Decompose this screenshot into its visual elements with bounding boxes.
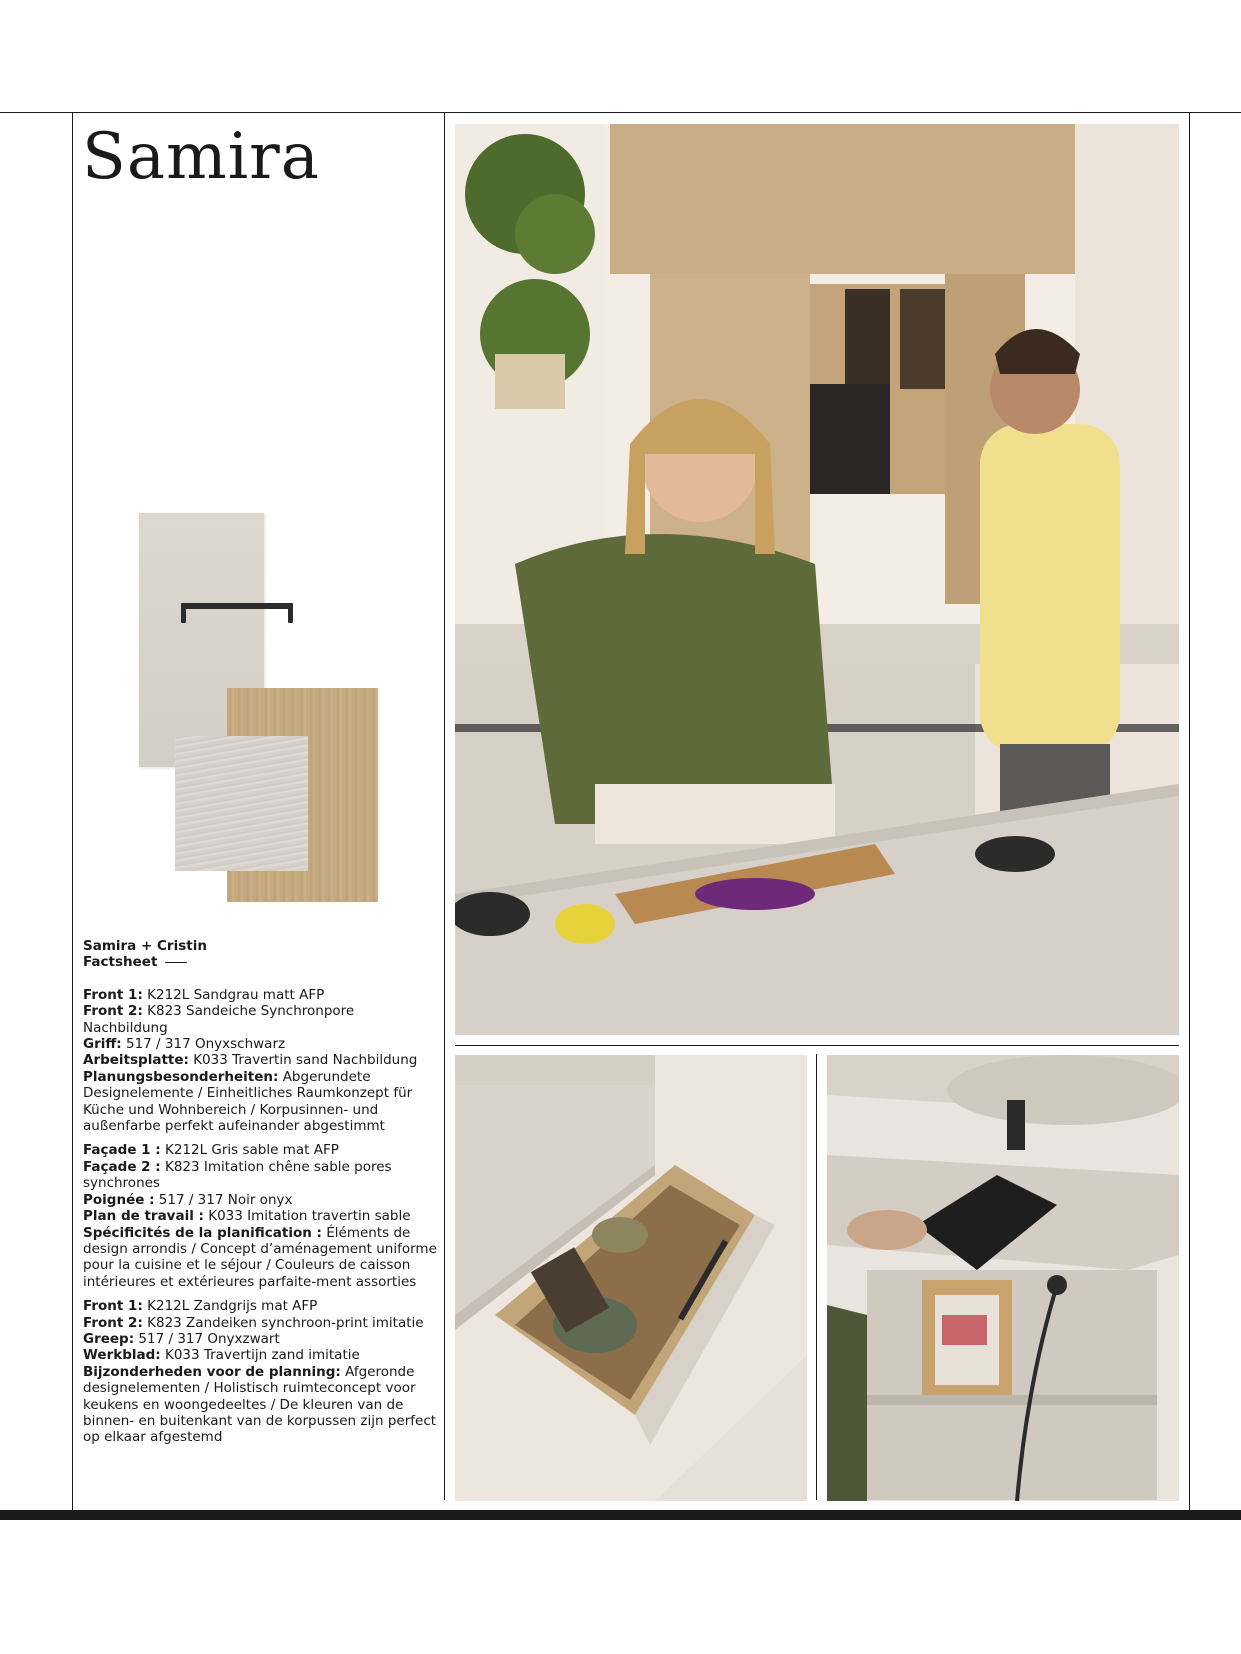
heading-dash [165,962,187,964]
top-rule [0,112,1241,113]
facts-block-nl [83,1298,438,1446]
worktop-travertin-swatch [175,736,308,871]
facts-block-fr [83,1142,438,1290]
fact-line: Poignée : 517 / 317 Noir onyx [83,1191,293,1208]
fact-line: Bijzonderheden voor de planning: Afgeronde designelementen / Holistisch ruimteconcept voor keukens en woongedeeltes / De kleuren van de binnen- en buitenkant van de korpussen zijn perfect op elkaar afgestemd [83,1363,437,1446]
factsheet-subtitle: Factsheet [83,954,438,970]
footer-bar [0,1510,1241,1520]
fact-line: Griff: 517 / 317 Onyxschwarz [83,1036,286,1053]
fact-line: Front 1: K212L Zandgrijs mat AFP [83,1298,318,1315]
handle-swatch [181,603,293,623]
kitchen-main-photo [455,124,1179,1035]
fact-line: Werkblad: K033 Travertijn zand imitatie [83,1347,360,1364]
left-column-rule [72,112,73,1510]
factsheet-title: Samira + Cristin [83,938,207,954]
center-column-rule [444,112,445,1500]
facts-block-de [83,987,438,1135]
right-column-rule [1189,112,1190,1510]
fact-line: Planungsbesonderheiten: Abgerundete Designelemente / Einheitliches Raumkonzept für Küche und Wohnbereich / Korpusinnen- und außenfarbe perfekt aufeinander abgestimmt [83,1068,413,1135]
fact-line: Greep: 517 / 317 Onyxzwart [83,1330,280,1347]
photo-vertical-divider-rule [816,1054,817,1500]
fact-line: Front 1: K212L Sandgrau matt AFP [83,986,325,1003]
fact-line: Plan de travail : K033 Imitation travertin sable [83,1208,411,1225]
fact-line: Front 2: K823 Sandeiche Synchronpore Nachbildung [83,1003,355,1036]
fact-line: Façade 2 : K823 Imitation chêne sable pores synchrones [83,1158,392,1192]
factsheet [83,938,438,1446]
fact-line: Arbeitsplatte: K033 Travertin sand Nachbildung [83,1052,418,1069]
tablet-photo [827,1055,1179,1501]
fact-line: Spécificités de la planification : Éléments de design arrondis / Concept d’aménagement uniforme pour la cuisine et le séjour / Couleurs de caisson intérieures et extérieures parfaite-ment assorties [83,1224,437,1290]
fact-line: Façade 1 : K212L Gris sable mat AFP [83,1142,339,1159]
factsheet-heading [83,938,438,971]
drawer-photo [455,1055,807,1501]
fact-line: Front 2: K823 Zandeiken synchroon-print imitatie [83,1314,424,1331]
page-title: Samira [82,120,320,194]
photo-divider-rule [455,1045,1179,1046]
